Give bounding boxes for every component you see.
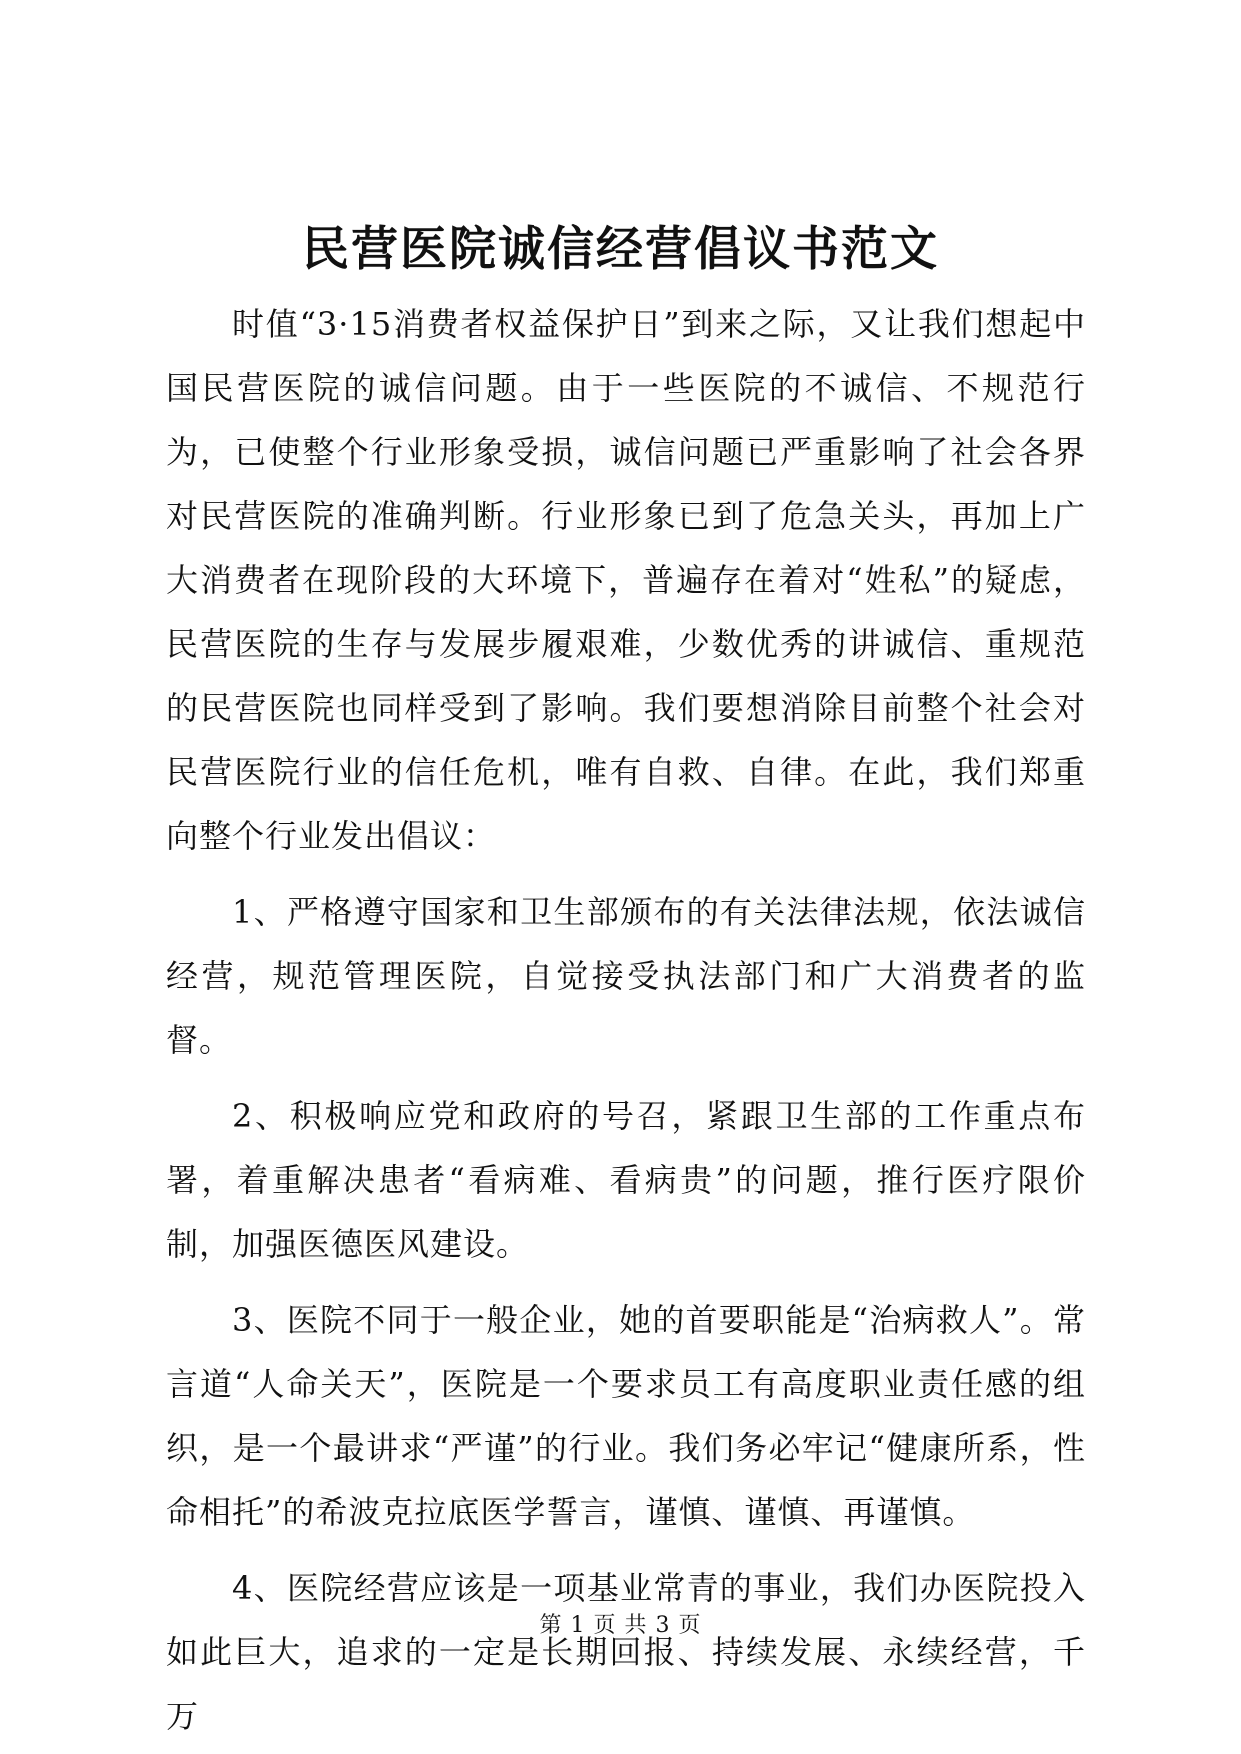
paragraph-item-2: 2、积极响应党和政府的号召，紧跟卫生部的工作重点布署，着重解决患者“看病难、看病贵”的问题，推行医疗限价制，加强医德医风建设。 [166,1097,1086,1263]
paragraph-item-3: 3、医院不同于一般企业，她的首要职能是“治病救人”。常言道“人命关天”，医院是一个要求员工有高度职业责任感的组织，是一个最讲求“严谨”的行业。我们务必牢记“健康所系，性命相托”的希波克拉底医学誓言，谨慎、谨慎、再谨慎。 [166,1301,1086,1531]
page-number-footer: 第 1 页 共 3 页 [539,1613,702,1638]
paragraph-item-4: 4、医院经营应该是一项基业常青的事业，我们办医院投入如此巨大，追求的一定是长期回报、持续发展、永续经营，千万 [166,1569,1086,1735]
paragraph-item-1: 1、严格遵守国家和卫生部颁布的有关法律法规，依法诚信经营，规范管理医院，自觉接受执法部门和广大消费者的监督。 [166,893,1086,1059]
document-title: 民营医院诚信经营倡议书范文 [302,222,939,277]
paragraph-intro: 时值“3·15消费者权益保护日”到来之际，又让我们想起中国民营医院的诚信问题。由于一些医院的不诚信、不规范行为，已使整个行业形象受损，诚信问题已严重影响了社会各界对民营医院的准确判断。行业形象已到了危急关头，再加上广大消费者在现阶段的大环境下，普遍存在着对“姓私”的疑虑，民营医院的生存与发展步履艰难，少数优秀的讲诚信、重规范的民营医院也同样受到了影响。我们要想消除目前整个社会对民营医院行业的信任危机，唯有自救、自律。在此，我们郑重向整个行业发出倡议： [166,305,1086,855]
document-body [166,292,1086,1748]
